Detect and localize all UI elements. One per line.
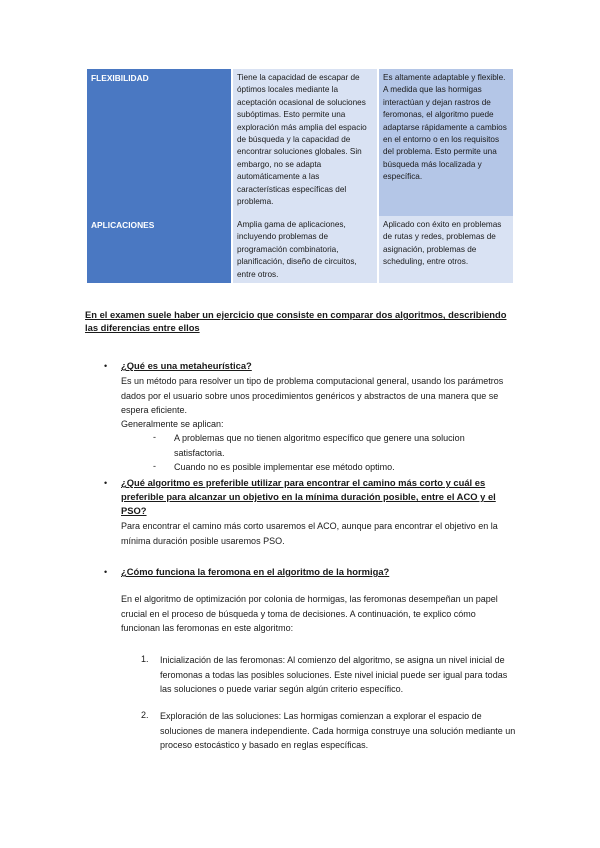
row-header-flexibilidad: FLEXIBILIDAD [87,69,231,216]
dash-icon: - [153,432,156,442]
table-cell: Aplicado con éxito en problemas de rutas y redes, problemas de asignación, problemas de scheduling, entre otros. [379,216,513,283]
list-item: Inicialización de las feromonas: Al comienzo del algoritmo, se asigna un nivel inicial de feromonas a todas las posibles soluciones. Este nivel inicial puede ser igual para todas las soluciones o puede variar según algún criterio específico. [160,655,508,695]
step-number: 1. [141,654,149,664]
table-cell: Es altamente adaptable y flexible. A medida que las hormigas interactúan y dejan rastros de feromonas, el algoritmo puede adaptarse rápidamente a cambios en el entorno o en los requisitos del problema. Esto permite una búsqueda más localizada y específica. [379,69,513,216]
answer-text: En el algoritmo de optimización por colonia de hormigas, las feromonas desempeñan un papel crucial en el proceso de búsqueda y toma de decisiones. A continuación, te explico cómo funcionan las feromonas en este algoritmo: [121,594,498,634]
answer-text: Generalmente se aplican: [121,419,224,429]
bullet-icon: • [104,478,108,488]
table-row [87,216,513,283]
exam-note: En el examen suele haber un ejercicio que consiste en comparar dos algoritmos, describiendo las diferencias entre ellos [85,309,507,334]
table-cell: Amplia gama de aplicaciones, incluyendo problemas de programación combinatoria, planificación, diseño de circuitos, entre otros. [233,216,377,283]
list-item: A problemas que no tienen algoritmo específico que genere una solucion satisfactoria. [174,433,465,458]
answer-text: Es un método para resolver un tipo de problema computacional general, usando los parámetros dados por el usuario sobre unos procedimientos genéricos y abstractos de una manera que se espera eficiente. [121,376,504,416]
list-item: Exploración de las soluciones: Las hormigas comienzan a explorar el espacio de soluciones de manera independiente. Cada hormiga construye una solución mediante un proceso estocástico y basado en reglas específicas. [160,711,516,751]
question-heading: ¿Qué algoritmo es preferible utilizar para encontrar el camino más corto y cuál es preferible para alcanzar un objetivo en la mínima duración posible, entre el ACO y el PSO? [121,477,496,517]
question-heading: ¿Qué es una metaheurística? [121,360,252,371]
step-number: 2. [141,710,149,720]
table-row [87,69,513,216]
answer-text: Para encontrar el camino más corto usaremos el ACO, aunque para encontrar el objetivo en la mínima duración posible usaremos PSO. [121,521,498,546]
table-cell: Tiene la capacidad de escapar de óptimos locales mediante la aceptación ocasional de soluciones subóptimas. Esto permite una exploración más amplia del espacio de búsqueda y la capacidad de encontrar soluciones globales. Sin embargo, no se adapta automáticamente a las características específicas del problema. [233,69,377,216]
row-header-aplicaciones: APLICACIONES [87,216,231,283]
list-item: Cuando no es posible implementar ese método optimo. [174,462,395,472]
dash-icon: - [153,461,156,471]
bullet-icon: • [104,361,108,371]
question-heading: ¿Cómo funciona la feromona en el algoritmo de la hormiga? [121,566,390,577]
comparison-table [85,69,515,283]
bullet-icon: • [104,567,108,577]
